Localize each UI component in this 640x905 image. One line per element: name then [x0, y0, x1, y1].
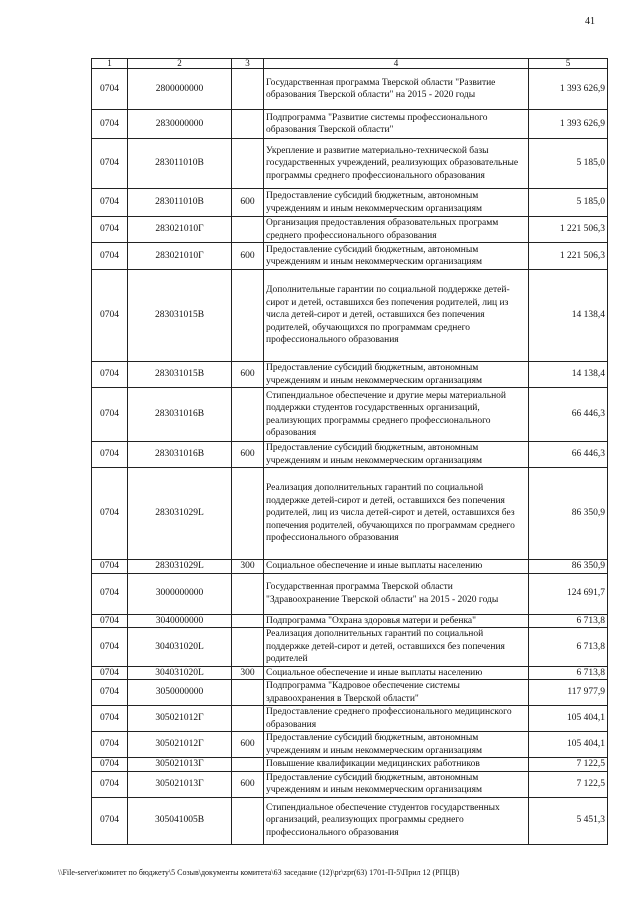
- section-code-cell: 0704: [92, 758, 128, 772]
- target-article-cell: 2800000000: [128, 69, 232, 110]
- target-article-cell: 283031015В: [128, 270, 232, 362]
- section-code-cell: 0704: [92, 442, 128, 468]
- section-code-cell: 0704: [92, 388, 128, 442]
- target-article-cell: 3040000000: [128, 614, 232, 628]
- expense-type-cell: [232, 270, 264, 362]
- section-code-cell: 0704: [92, 706, 128, 732]
- item-name-cell: Реализация дополнительных гарантий по социальной поддержке детей-сирот и детей, оставшихся без попечения родителей, лиц из числа детей-сирот и детей, оставшихся без попечения родителей, обучающихся по программам среднего профессионального образования: [264, 468, 529, 560]
- item-name-cell: Предоставление среднего профессионального медицинского образования: [264, 706, 529, 732]
- amount-cell: 86 350,9: [529, 560, 608, 574]
- amount-cell: 66 446,3: [529, 388, 608, 442]
- amount-cell: 6 713,8: [529, 666, 608, 680]
- table-row: [92, 560, 608, 574]
- expense-type-cell: [232, 573, 264, 614]
- expense-type-cell: 300: [232, 666, 264, 680]
- section-code-cell: 0704: [92, 732, 128, 758]
- item-name-cell: Стипендиальное обеспечение и другие меры материальной поддержки студентов государственных организаций, реализующих программы среднего профессионального образования: [264, 388, 529, 442]
- expense-type-cell: 600: [232, 771, 264, 797]
- header-col-1: 1: [92, 59, 128, 69]
- item-name-cell: Дополнительные гарантии по социальной поддержке детей-сирот и детей, оставшихся без попечения родителей, лиц из числа детей-сирот и детей, оставшихся без попечения родителей, обучающихся по программам среднего профессионального образования: [264, 270, 529, 362]
- section-code-cell: 0704: [92, 560, 128, 574]
- amount-cell: 6 713,8: [529, 614, 608, 628]
- table-row: [92, 442, 608, 468]
- target-article-cell: 304031020L: [128, 666, 232, 680]
- table-header-row: [92, 59, 608, 69]
- target-article-cell: 305021013Г: [128, 771, 232, 797]
- table-row: [92, 362, 608, 388]
- amount-cell: 6 713,8: [529, 628, 608, 667]
- target-article-cell: 3050000000: [128, 680, 232, 706]
- table-row: [92, 139, 608, 189]
- expense-type-cell: [232, 628, 264, 667]
- section-code-cell: 0704: [92, 243, 128, 270]
- section-code-cell: 0704: [92, 189, 128, 217]
- item-name-cell: Укрепление и развитие материально-технической базы государственных учреждений, реализующих образовательные программы среднего профессионального образования: [264, 139, 529, 189]
- item-name-cell: Государственная программа Тверской области "Здравоохранение Тверской области" на 2015 - 2020 годы: [264, 573, 529, 614]
- item-name-cell: Подпрограмма "Охрана здоровья матери и ребенка": [264, 614, 529, 628]
- expense-type-cell: 600: [232, 189, 264, 217]
- item-name-cell: Подпрограмма "Развитие системы профессионального образования Тверской области": [264, 110, 529, 139]
- item-name-cell: Подпрограмма "Кадровое обеспечение системы здравоохранения в Тверской области": [264, 680, 529, 706]
- table-row: [92, 69, 608, 110]
- amount-cell: 5 451,3: [529, 797, 608, 844]
- expense-type-cell: 300: [232, 560, 264, 574]
- item-name-cell: Государственная программа Тверской области "Развитие образования Тверской области" на 2015 - 2020 годы: [264, 69, 529, 110]
- page-number: 41: [585, 16, 595, 27]
- amount-cell: 1 221 506,3: [529, 217, 608, 243]
- expense-type-cell: [232, 388, 264, 442]
- section-code-cell: 0704: [92, 628, 128, 667]
- table-row: [92, 388, 608, 442]
- item-name-cell: Предоставление субсидий бюджетным, автономным учреждениям и иным некоммерческим организациям: [264, 442, 529, 468]
- section-code-cell: 0704: [92, 666, 128, 680]
- amount-cell: 5 185,0: [529, 189, 608, 217]
- item-name-cell: Социальное обеспечение и иные выплаты населению: [264, 666, 529, 680]
- header-col-3: 3: [232, 59, 264, 69]
- section-code-cell: 0704: [92, 362, 128, 388]
- item-name-cell: Предоставление субсидий бюджетным, автономным учреждениям и иным некоммерческим организациям: [264, 362, 529, 388]
- amount-cell: 7 122,5: [529, 771, 608, 797]
- expense-type-cell: [232, 758, 264, 772]
- header-col-4: 4: [264, 59, 529, 69]
- table-row: [92, 573, 608, 614]
- amount-cell: 1 393 626,9: [529, 69, 608, 110]
- expense-type-cell: [232, 217, 264, 243]
- section-code-cell: 0704: [92, 270, 128, 362]
- expense-type-cell: 600: [232, 243, 264, 270]
- item-name-cell: Реализация дополнительных гарантий по социальной поддержке детей-сирот и детей, оставшихся без попечения родителей: [264, 628, 529, 667]
- target-article-cell: 283031016В: [128, 388, 232, 442]
- target-article-cell: 283011010В: [128, 139, 232, 189]
- target-article-cell: 283011010В: [128, 189, 232, 217]
- table-row: [92, 797, 608, 844]
- expense-type-cell: [232, 468, 264, 560]
- table-row: [92, 189, 608, 217]
- amount-cell: 117 977,9: [529, 680, 608, 706]
- amount-cell: 105 404,1: [529, 706, 608, 732]
- expense-type-cell: [232, 680, 264, 706]
- target-article-cell: 3000000000: [128, 573, 232, 614]
- section-code-cell: 0704: [92, 614, 128, 628]
- section-code-cell: 0704: [92, 573, 128, 614]
- section-code-cell: 0704: [92, 468, 128, 560]
- expense-type-cell: 600: [232, 732, 264, 758]
- section-code-cell: 0704: [92, 69, 128, 110]
- expense-type-cell: [232, 614, 264, 628]
- table-row: [92, 706, 608, 732]
- amount-cell: 124 691,7: [529, 573, 608, 614]
- budget-table: [91, 58, 608, 845]
- section-code-cell: 0704: [92, 217, 128, 243]
- table-row: [92, 732, 608, 758]
- section-code-cell: 0704: [92, 771, 128, 797]
- header-col-5: 5: [529, 59, 608, 69]
- expense-type-cell: [232, 110, 264, 139]
- table-row: [92, 468, 608, 560]
- amount-cell: 1 393 626,9: [529, 110, 608, 139]
- target-article-cell: 283031016В: [128, 442, 232, 468]
- expense-type-cell: [232, 797, 264, 844]
- amount-cell: 66 446,3: [529, 442, 608, 468]
- amount-cell: 105 404,1: [529, 732, 608, 758]
- section-code-cell: 0704: [92, 797, 128, 844]
- amount-cell: 14 138,4: [529, 362, 608, 388]
- amount-cell: 14 138,4: [529, 270, 608, 362]
- table-row: [92, 270, 608, 362]
- amount-cell: 5 185,0: [529, 139, 608, 189]
- target-article-cell: 305041005В: [128, 797, 232, 844]
- target-article-cell: 283021010Г: [128, 243, 232, 270]
- target-article-cell: 283031029L: [128, 560, 232, 574]
- amount-cell: 86 350,9: [529, 468, 608, 560]
- table-row: [92, 243, 608, 270]
- item-name-cell: Социальное обеспечение и иные выплаты населению: [264, 560, 529, 574]
- table-row: [92, 628, 608, 667]
- amount-cell: 7 122,5: [529, 758, 608, 772]
- target-article-cell: 305021012Г: [128, 732, 232, 758]
- table-row: [92, 666, 608, 680]
- target-article-cell: 305021012Г: [128, 706, 232, 732]
- table-row: [92, 680, 608, 706]
- target-article-cell: 283031015В: [128, 362, 232, 388]
- item-name-cell: Повышение квалификации медицинских работников: [264, 758, 529, 772]
- header-col-2: 2: [128, 59, 232, 69]
- section-code-cell: 0704: [92, 139, 128, 189]
- item-name-cell: Предоставление субсидий бюджетным, автономным учреждениям и иным некоммерческим организациям: [264, 189, 529, 217]
- table-row: [92, 758, 608, 772]
- table-row: [92, 614, 608, 628]
- section-code-cell: 0704: [92, 110, 128, 139]
- section-code-cell: 0704: [92, 680, 128, 706]
- expense-type-cell: [232, 139, 264, 189]
- table-row: [92, 110, 608, 139]
- expense-type-cell: [232, 706, 264, 732]
- item-name-cell: Предоставление субсидий бюджетным, автономным учреждениям и иным некоммерческим организациям: [264, 243, 529, 270]
- target-article-cell: 2830000000: [128, 110, 232, 139]
- amount-cell: 1 221 506,3: [529, 243, 608, 270]
- target-article-cell: 283021010Г: [128, 217, 232, 243]
- table-row: [92, 217, 608, 243]
- target-article-cell: 283031029L: [128, 468, 232, 560]
- item-name-cell: Организация предоставления образовательных программ среднего профессионального образования: [264, 217, 529, 243]
- expense-type-cell: 600: [232, 362, 264, 388]
- expense-type-cell: [232, 69, 264, 110]
- item-name-cell: Предоставление субсидий бюджетным, автономным учреждениям и иным некоммерческим организациям: [264, 771, 529, 797]
- target-article-cell: 305021013Г: [128, 758, 232, 772]
- expense-type-cell: 600: [232, 442, 264, 468]
- target-article-cell: 304031020L: [128, 628, 232, 667]
- file-path-footer: \\File-server\комитет по бюджету\5 Созыв\документы комитета\63 заседание (12)\pr\zpr(63) 1701-П-5\Прил 12 (РПЦВ): [58, 868, 460, 877]
- table-row: [92, 771, 608, 797]
- item-name-cell: Стипендиальное обеспечение студентов государственных организаций, реализующих программы среднего профессионального образования: [264, 797, 529, 844]
- item-name-cell: Предоставление субсидий бюджетным, автономным учреждениям и иным некоммерческим организациям: [264, 732, 529, 758]
